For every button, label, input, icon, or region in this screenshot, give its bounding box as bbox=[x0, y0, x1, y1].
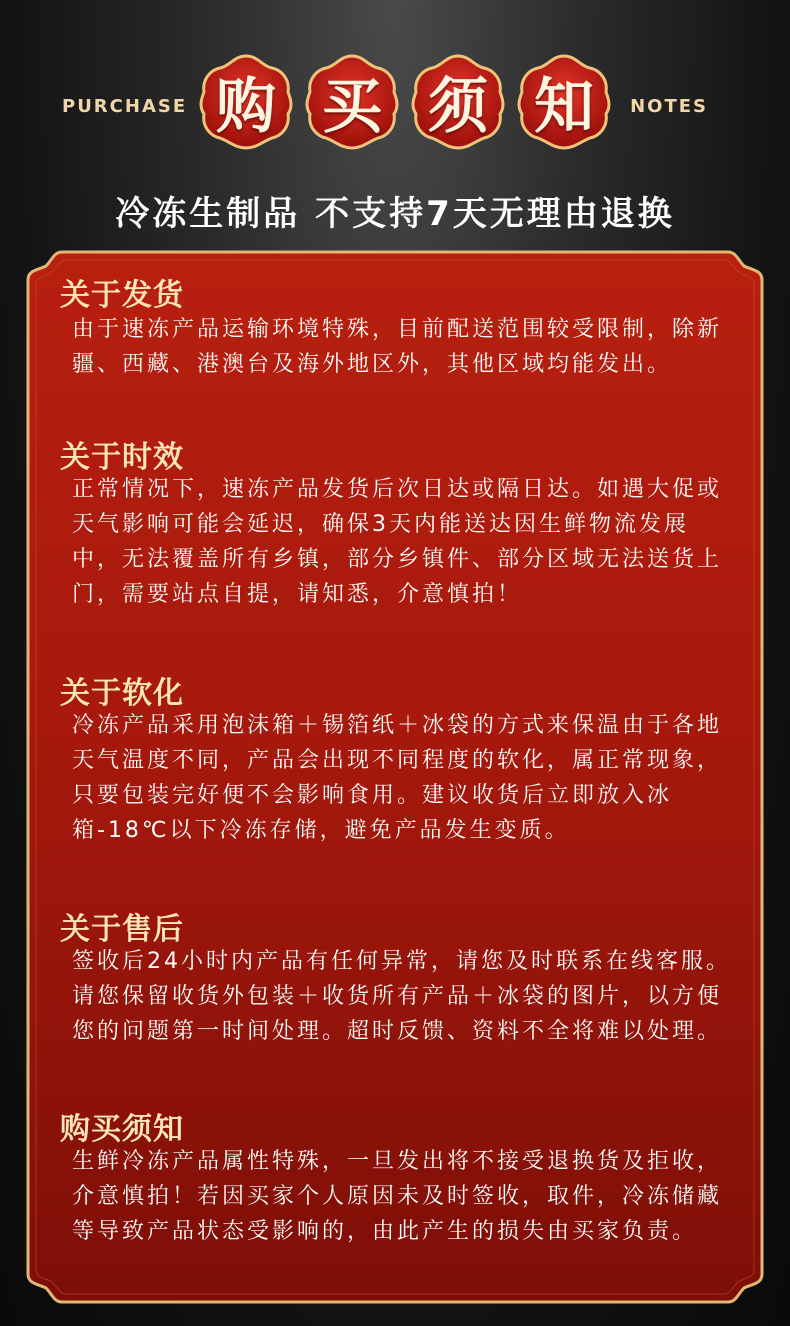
header-badge-char: 买 bbox=[322, 72, 382, 142]
section-body-delivery-time: 正常情况下，速冻产品发货后次日达或隔日达。如遇大促或天气影响可能会延迟，确保3天内能送达因生鲜物流发展中，无法覆盖所有乡镇，部分乡镇件、部分区域无法送货上门，需要站点自提，请知悉，介意慎拍！ bbox=[72, 477, 723, 607]
section-body-softening: 冷冻产品采用泡沫箱＋锡箔纸＋冰袋的方式来保温由于各地天气温度不同，产品会出现不同程度的软化，属正常现象，只要包装完好便不会影响食用。建议收货后立即放入冰箱-18℃以下冷冻存储，避免产品发生变质。 bbox=[72, 713, 723, 843]
header-badge-4 bbox=[514, 52, 614, 152]
section-body-purchase-notes: 生鲜冷冻产品属性特殊，一旦发出将不接受退换货及拒收，介意慎拍！若因买家个人原因未及时签收，取件，冷冻储藏等导致产品状态受影响的，由此产生的损失由买家负责。 bbox=[72, 1149, 723, 1244]
section-body-after-sales: 签收后24小时内产品有任何异常，请您及时联系在线客服。请您保留收货外包装＋收货所有产品＋冰袋的图片，以方便您的问题第一时间处理。超时反馈、资料不全将难以处理。 bbox=[72, 949, 731, 1044]
header-left-label: PURCHASE bbox=[62, 96, 188, 117]
header-badge-1 bbox=[196, 52, 296, 152]
header-badge-2 bbox=[302, 52, 402, 152]
header-badge-char: 须 bbox=[428, 72, 488, 142]
header bbox=[0, 52, 790, 162]
header-badge-char: 购 bbox=[216, 72, 276, 142]
section-title-shipping: 关于发货 bbox=[60, 278, 184, 313]
section-title-softening: 关于软化 bbox=[60, 676, 184, 711]
section-title-delivery-time: 关于时效 bbox=[60, 440, 184, 475]
section-body-shipping: 由于速冻产品运输环境特殊，目前配送范围较受限制，除新疆、西藏、港澳台及海外地区外，其他区域均能发出。 bbox=[72, 317, 723, 377]
header-badge-char: 知 bbox=[534, 72, 594, 142]
subtitle: 冷冻生制品 不支持7天无理由退换 bbox=[115, 194, 675, 234]
section-title-purchase-notes: 购买须知 bbox=[60, 1112, 184, 1147]
section-title-after-sales: 关于售后 bbox=[60, 912, 184, 947]
header-badge-3 bbox=[408, 52, 508, 152]
header-right-label: NOTES bbox=[630, 96, 708, 117]
